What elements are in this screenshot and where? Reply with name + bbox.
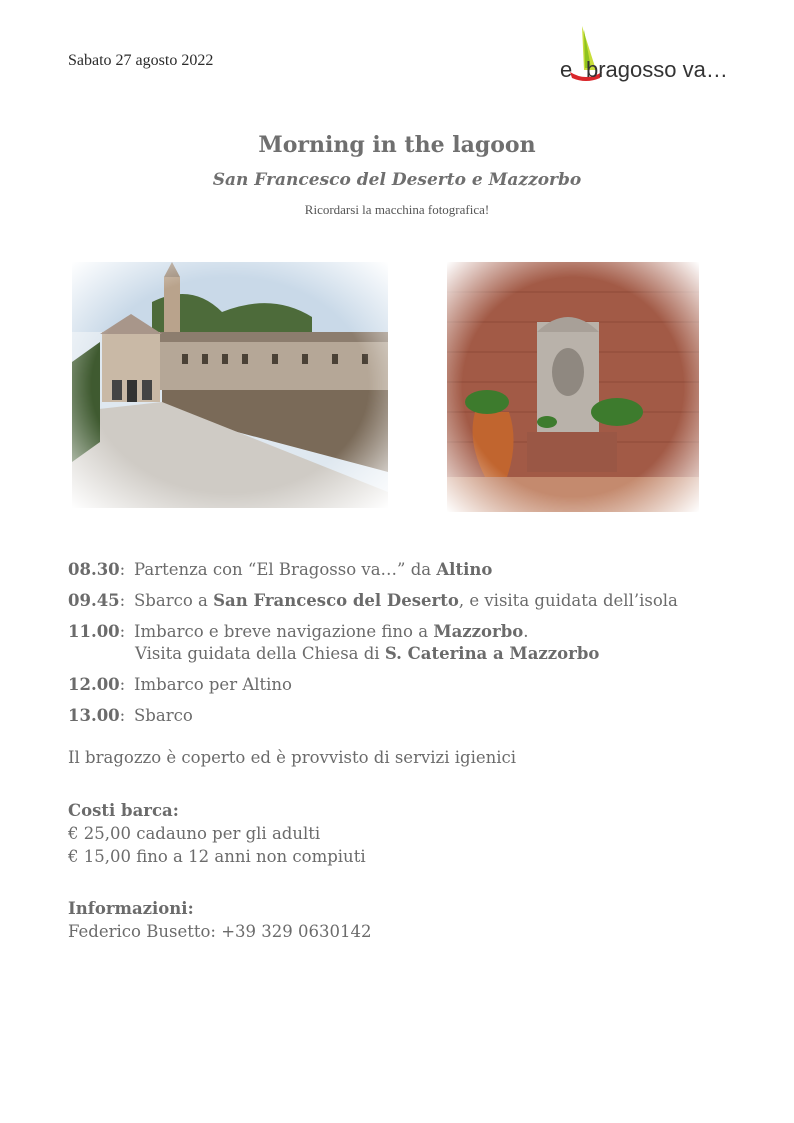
schedule-description: Sbarco — [134, 706, 193, 725]
costs-heading: Costi barca: — [68, 801, 179, 820]
info-heading: Informazioni: — [68, 899, 194, 918]
schedule-description: Sbarco a San Francesco del Deserto, e visita guidata dell’isola — [134, 591, 678, 610]
convent-photo — [72, 262, 388, 508]
info-section — [68, 897, 372, 943]
schedule-description: Imbarco e breve navigazione fino a Mazzorbo. Visita guidata della Chiesa di S. Caterina a Mazzorbo — [134, 622, 600, 663]
madonna-shrine-photo — [447, 262, 699, 512]
schedule-time: 08.30 — [68, 560, 120, 579]
place-name: San Francesco del Deserto — [213, 591, 459, 610]
place-name: Altino — [436, 560, 493, 579]
schedule-row: 11.00: Imbarco e breve navigazione fino a Mazzorbo. Visita guidata della Chiesa di S. Caterina a Mazzorbo — [68, 621, 748, 665]
cost-line: € 25,00 cadauno per gli adulti — [68, 824, 321, 843]
schedule-row: 13.00: Sbarco — [68, 705, 748, 727]
logo-e: e — [560, 57, 573, 82]
costs-section — [68, 799, 366, 868]
schedule-row: 12.00: Imbarco per Altino — [68, 674, 748, 696]
page-subtitle: San Francesco del Deserto e Mazzorbo — [212, 170, 582, 190]
schedule-time: 12.00 — [68, 675, 120, 694]
schedule-row: 08.30: Partenza con “El Bragosso va…” da Altino — [68, 559, 748, 581]
camera-reminder: Ricordarsi la macchina fotografica! — [304, 202, 490, 217]
contact-line: Federico Busetto: +39 329 0630142 — [68, 922, 372, 941]
schedule-time: 13.00 — [68, 706, 120, 725]
schedule-row: 09.45: Sbarco a San Francesco del Deserto, e visita guidata dell’isola — [68, 590, 748, 612]
place-name: S. Caterina a Mazzorbo — [384, 644, 600, 663]
event-date: Sabato 27 agosto 2022 — [68, 52, 214, 69]
boat-facilities-note: Il bragozzo è coperto ed è provvisto di servizi igienici — [68, 748, 517, 767]
bragosso-logo — [558, 22, 738, 84]
schedule-description: Imbarco per Altino — [134, 675, 292, 694]
schedule-description: Partenza con “El Bragosso va…” da Altino — [134, 560, 493, 579]
schedule-time: 09.45 — [68, 591, 120, 610]
place-name: Mazzorbo — [433, 622, 524, 641]
logo-text: bragosso va… — [586, 57, 728, 82]
schedule — [68, 559, 748, 736]
page-title: Morning in the lagoon — [258, 132, 536, 158]
cost-line: € 15,00 fino a 12 anni non compiuti — [68, 847, 366, 866]
schedule-time: 11.00 — [68, 622, 120, 641]
